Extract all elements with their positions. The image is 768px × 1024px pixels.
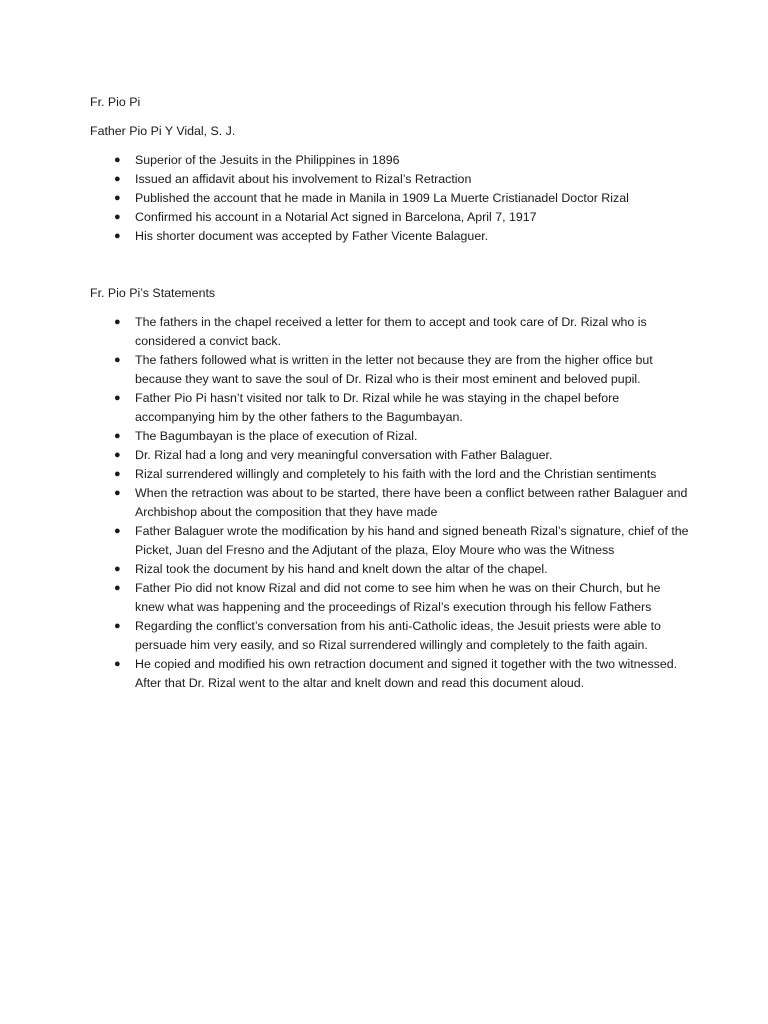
list-item-text: The Bagumbayan is the place of execution of Rizal.: [135, 429, 418, 443]
section2-bullet-list: [90, 313, 690, 693]
list-item-text: The fathers in the chapel received a letter for them to accept and took care of Dr. Rizal who is considered a convict back.: [135, 315, 647, 348]
list-item: [90, 227, 690, 246]
list-item-text: Regarding the conflict’s conversation from his anti-Catholic ideas, the Jesuit priests were able to persuade him very easily, and so Rizal surrendered willingly and completely to the faith again.: [135, 619, 661, 652]
bullet-icon: ●: [114, 354, 121, 366]
list-item-text: Father Balaguer wrote the modification by his hand and signed beneath Rizal’s signature, chief of the Picket, Juan del Fresno and the Adjutant of the plaza, Eloy Moure who was the Witness: [135, 524, 689, 557]
list-item-text: Published the account that he made in Manila in 1909 La Muerte Cristianadel Doctor Rizal: [135, 191, 629, 205]
list-item-text: Rizal took the document by his hand and knelt down the altar of the chapel.: [135, 562, 548, 576]
bullet-icon: ●: [114, 563, 121, 575]
bullet-icon: ●: [114, 525, 121, 537]
bullet-icon: ●: [114, 582, 121, 594]
document-body: [90, 93, 690, 693]
list-item-text: Issued an affidavit about his involvement to Rizal’s Retraction: [135, 172, 472, 186]
list-item: [90, 560, 690, 579]
section-spacer: [90, 246, 690, 284]
list-item: [90, 522, 690, 560]
section1-title: Fr. Pio Pi: [90, 95, 141, 109]
bullet-icon: ●: [114, 487, 121, 499]
list-item-text: Rizal surrendered willingly and completely to his faith with the lord and the Christian sentiments: [135, 467, 657, 481]
bullet-icon: ●: [114, 449, 121, 461]
bullet-icon: ●: [114, 230, 121, 242]
list-item-text: Father Pio Pi hasn’t visited nor talk to Dr. Rizal while he was staying in the chapel before accompanying him by the other fathers to the Bagumbayan.: [135, 391, 620, 424]
bullet-icon: ●: [114, 468, 121, 480]
bullet-icon: ●: [114, 154, 121, 166]
list-item: [90, 465, 690, 484]
bullet-icon: ●: [114, 211, 121, 223]
bullet-icon: ●: [114, 392, 121, 404]
list-item-text: Dr. Rizal had a long and very meaningful conversation with Father Balaguer.: [135, 448, 553, 462]
bullet-icon: ●: [114, 173, 121, 185]
list-item-text: The fathers followed what is written in the letter not because they are from the higher office but because they want to save the soul of Dr. Rizal who is their most eminent and beloved pupil.: [135, 353, 653, 386]
bullet-icon: ●: [114, 192, 121, 204]
list-item-text: Superior of the Jesuits in the Philippines in 1896: [135, 153, 400, 167]
list-item-text: Confirmed his account in a Notarial Act signed in Barcelona, April 7, 1917: [135, 210, 537, 224]
list-item-text: His shorter document was accepted by Father Vicente Balaguer.: [135, 229, 489, 243]
list-item: [90, 579, 690, 617]
list-item: [90, 208, 690, 227]
section1-subtitle: Father Pio Pi Y Vidal, S. J.: [90, 124, 236, 138]
list-item-text: Father Pio did not know Rizal and did not come to see him when he was on their Church, but he knew what was happening and the proceedings of Rizal’s execution through his fellow Fathers: [135, 581, 661, 614]
list-item: [90, 389, 690, 427]
list-item: [90, 655, 690, 693]
list-item-text: He copied and modified his own retraction document and signed it together with the two witnessed. After that Dr. Rizal went to the altar and knelt down and read this document aloud.: [135, 657, 678, 690]
bullet-icon: ●: [114, 316, 121, 328]
list-item: [90, 427, 690, 446]
bullet-icon: ●: [114, 658, 121, 670]
bullet-icon: ●: [114, 620, 121, 632]
list-item: [90, 170, 690, 189]
list-item: [90, 351, 690, 389]
list-item-text: When the retraction was about to be started, there have been a conflict between rather Balaguer and Archbishop about the composition that they have made: [135, 486, 688, 519]
list-item: [90, 189, 690, 208]
list-item: [90, 313, 690, 351]
bullet-icon: ●: [114, 430, 121, 442]
list-item: [90, 151, 690, 170]
list-item: [90, 484, 690, 522]
list-item: [90, 446, 690, 465]
section1-bullet-list: [90, 151, 690, 246]
list-item: [90, 617, 690, 655]
section2-title: Fr. Pio Pi’s Statements: [90, 286, 216, 300]
